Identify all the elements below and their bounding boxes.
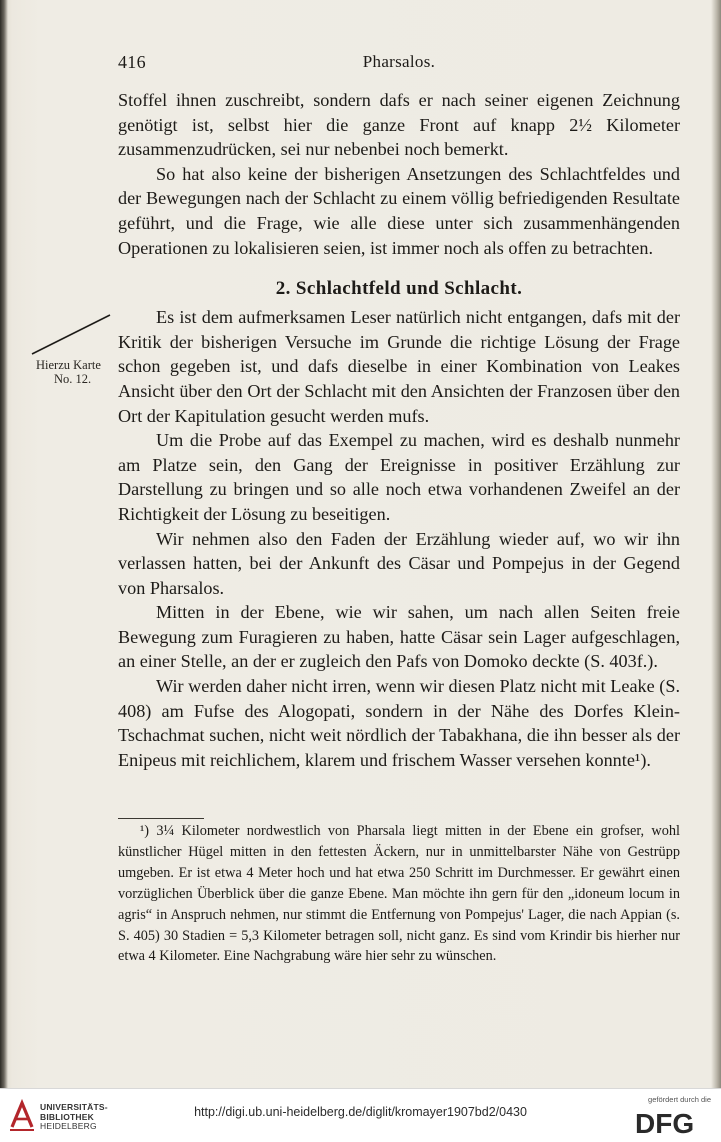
paragraph-6: Mitten in der Ebene, wie wir sahen, um nach allen Seiten freie Bewegung zum Furagieren zu haben, hatte Cäsar sein Lager aufgeschlagen, an einer Stelle, an der er zugleich den Pafs von Domoko deckte (S. 403f.). bbox=[118, 602, 680, 672]
funding-caption: gefördert durch die bbox=[648, 1095, 711, 1104]
margin-note-line-1: Hierzu Karte bbox=[36, 358, 101, 372]
library-name-line-2: BIBLIOTHEK bbox=[40, 1111, 94, 1122]
paragraph-7: Wir werden daher nicht irren, wenn wir diesen Platz nicht mit Leake (S. 408) am Fufse des Alogopati, sondern in der Nähe des Dorfes Klein-Tschachmat suchen, nicht weit nördlich der Tabakhana, die ihn besser als der Enipeus mit reichlichem, klarem und frischem Wasser versehen konnte¹). bbox=[118, 676, 680, 770]
page-number: 416 bbox=[118, 52, 146, 72]
paragraph-2: So hat also keine der bisherigen Ansetzungen des Schlachtfeldes und der Bewegungen nach der Schlacht zu einem völlig befriedigenden Resultate geführt, und die Frage, wie alle diese unter sich zusammenhängenden Operationen zu lokalisieren seien, ist immer noch als offen zu betrachten. bbox=[118, 163, 680, 258]
footnotes bbox=[118, 821, 680, 967]
viewer-footer bbox=[0, 1088, 721, 1142]
page-edge-left bbox=[0, 0, 8, 1088]
permalink-url[interactable]: http://digi.ub.uni-heidelberg.de/diglit/kromayer1907bd2/0430 bbox=[194, 1105, 527, 1119]
dfg-logo-icon bbox=[635, 1107, 711, 1137]
margin-pointer-line bbox=[30, 312, 114, 361]
library-name-line-1: UNIVERSITÄTS- bbox=[40, 1102, 108, 1112]
section-heading: 2. Schlachtfeld und Schlacht. bbox=[275, 278, 523, 300]
body-text bbox=[118, 88, 680, 772]
footnote-rule bbox=[118, 818, 204, 819]
paragraph-5: Wir nehmen also den Faden der Erzählung wieder auf, wo wir ihn verlassen hatten, bei der Ankunft des Cäsar und Pompejus in der Gegend von Pharsalos. bbox=[118, 528, 680, 598]
running-title: Pharsalos. bbox=[362, 52, 436, 71]
page-header bbox=[118, 52, 680, 78]
dfg-logo[interactable] bbox=[631, 1093, 711, 1137]
paragraph-3: Es ist dem aufmerksamen Leser natürlich nicht entgangen, dafs mit der Kritik der bisherigen Versuche im Grunde die richtige Lösung der Frage schon gegeben ist, und dafs dieselbe in einer Kombination von Leakes Ansicht über den Ort der Schlacht mit den Ansichten der Franzosen über den Ort der Kapitulation gesucht werden mufs. bbox=[118, 307, 680, 426]
library-name-line-3: HEIDELBERG bbox=[40, 1121, 97, 1131]
paragraph-1: Stoffel ihnen zuschreibt, sondern dafs er nach seiner eigenen Zeichnung genötigt ist, selbst hier die ganze Front auf knapp 2½ Kilometer zusammenzudrücken, sei nur nebenbei noch bemerkt. bbox=[118, 90, 680, 160]
margin-note-line-2: No. 12. bbox=[54, 372, 92, 386]
paragraph-4: Um die Probe auf das Exempel zu machen, wird es deshalb nunmehr am Platze sein, den Gang der Ereignisse in positiver Erzählung zur Darstellung zu bringen und so alle noch etwa vorhandenen Zweifel an der Richtigkeit der Lösung zu beseitigen. bbox=[118, 430, 680, 524]
dfg-logo-text: DFG bbox=[635, 1108, 695, 1137]
footnote-1: ¹) 3¼ Kilometer nordwestlich von Pharsala liegt mitten in der Ebene ein grofser, wohl künstlicher Hügel mitten in den fettesten Äckern, nur in unmittelbarster Nähe von Gestrüpp umgeben. Er ist etwa 4 Meter hoch und hat etwa 250 Schritt im Durchmesser. Er gewährt einen vorzüglichen Überblick über die ganze Ebene. Man möchte ihn gern für den „idoneum locum in agris“ in Anspruch nehmen, nur stimmt die Entfernung von Pompejus' Lager, die nach Appian (s. S. 405) 30 Stadien = 5,3 Kilometer betragen soll, nicht ganz. Es sind vom Krindir bis hierher nur etwa 4 Kilometer. Eine Nachgrabung wäre hier sehr zu wünschen. bbox=[118, 823, 680, 965]
margin-note bbox=[36, 358, 118, 386]
page-edge-right bbox=[711, 0, 721, 1088]
